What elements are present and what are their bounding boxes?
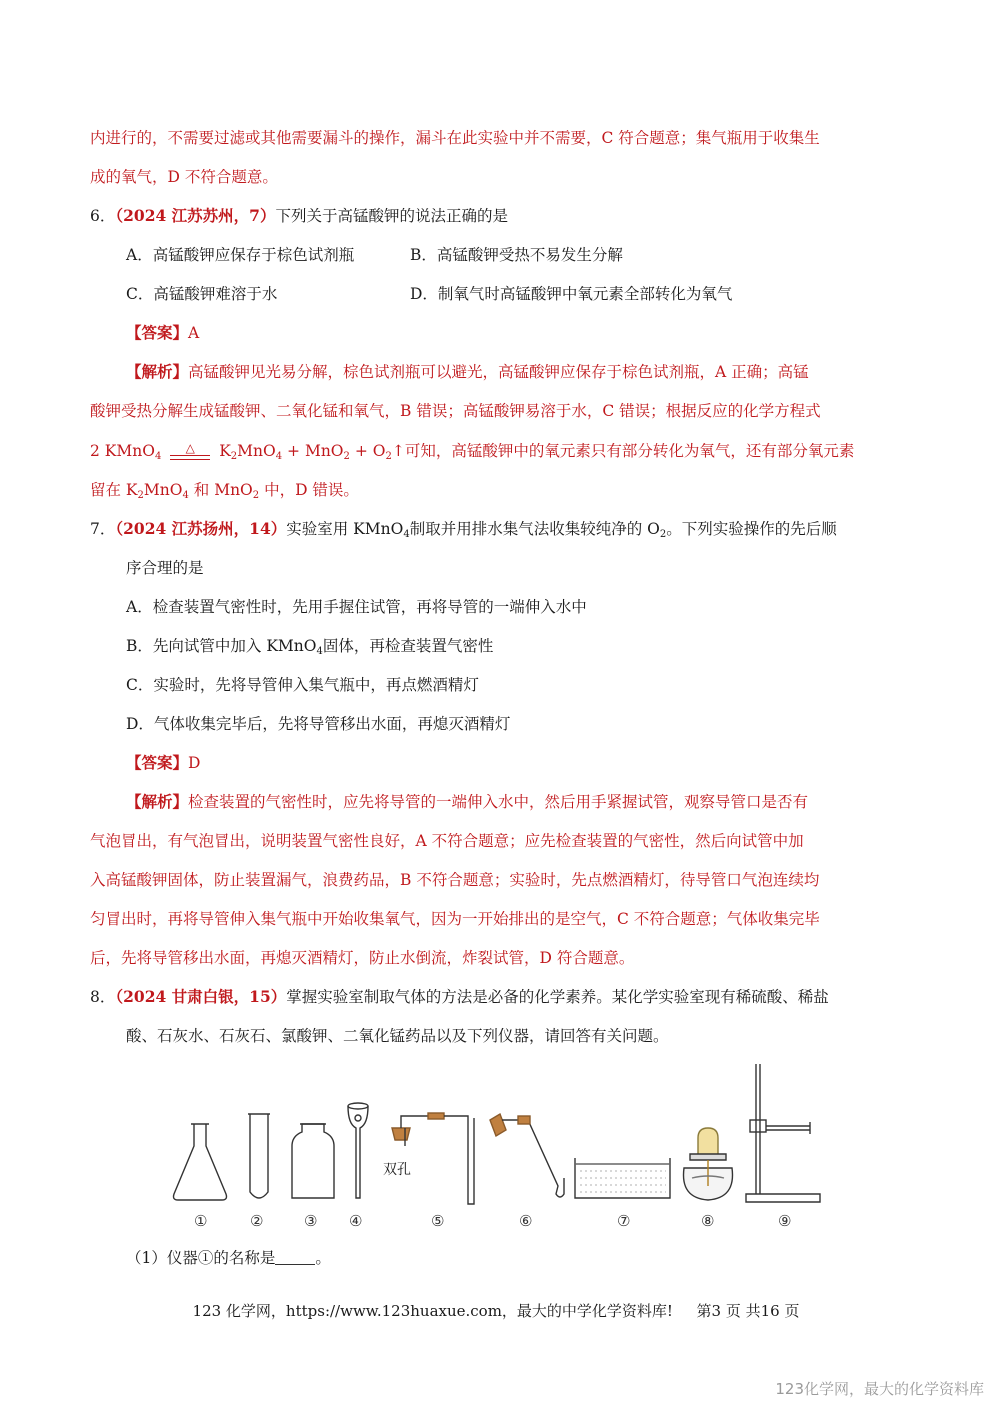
eq-sub: 4 [275,451,283,462]
q6-analysis-line2: 酸钾受热分解生成锰酸钾、二氧化锰和氧气，B 错误；高锰酸钾易溶于水，C 错误；根据反应的化学方程式 [90,402,821,420]
q8-subquestion-1 [126,1248,331,1268]
footer-text: 123 化学网，https://www.123huaxue.com，最大的中学化学资料库! [192,1302,673,1320]
apparatus-label-4: ④ [349,1212,363,1230]
q8-sub1-end: 。 [315,1249,331,1267]
eq-sub: 4 [154,451,162,462]
q6-stem [90,206,508,226]
q6-option-c: C．高锰酸钾难溶于水 [126,285,278,303]
eq-product-3: + O [354,442,386,460]
sub: 4 [403,529,410,540]
q7-analysis-line1 [126,792,808,812]
heat-symbol: △ [185,441,195,455]
q7-stem-b: 制取并用排水集气法收集较纯净的 O [409,520,660,538]
eq-sub: 2 [230,451,238,462]
eq-product-1b: MnO [237,442,276,460]
apparatus-label-9: ⑨ [778,1212,792,1230]
q6-answer-value: A [188,324,200,342]
q6-answer-label: 【答案】 [126,323,189,342]
q7-stem-a: 实验室用 KMnO [286,520,404,538]
alcohol-lamp-icon [684,1128,733,1200]
answer-blank[interactable] [275,1250,315,1265]
apparatus-label-8: ⑧ [701,1212,715,1230]
gas-collecting-bottle-icon [292,1124,334,1198]
q8-sub1-circle: ① [197,1249,214,1267]
q7-stem-line2: 序合理的是 [126,559,204,577]
q7-optb-a: B．先向试管中加入 KMnO [126,637,317,655]
q8-stem1: 掌握实验室制取气体的方法是必备的化学素养。某化学实验室现有稀硫酸、稀盐 [286,988,829,1006]
prev-analysis-line1: 内进行的，不需要过滤或其他需要漏斗的操作，漏斗在此实验中并不需要，C 符合题意；集气瓶用于收集生 [90,129,820,147]
eq-reactant: 2 KMnO [90,442,155,460]
q6-analysis-line4 [90,480,359,500]
q6-number: 6． [90,207,116,225]
eq-sub: 2 [343,451,350,462]
q8-stem-line2: 酸、石灰水、石灰石、氯酸钾、二氧化锰药品以及下列仪器，请回答有关问题。 [126,1027,669,1045]
eq-product-2: + MnO [287,442,344,460]
q8-stem [90,987,829,1007]
double-hole-label: 双孔 [383,1162,411,1178]
q7-option-c: C．实验时，先将导管伸入集气瓶中，再点燃酒精灯 [126,676,479,694]
q6-analysis4-c: 和 MnO [193,481,253,499]
q7-answer-label: 【答案】 [126,753,189,772]
q6-analysis-line1 [126,362,809,382]
q8-sub1-text: 的名称是 [213,1249,276,1267]
apparatus-figure [160,1058,840,1208]
q7-number: 7． [90,520,116,538]
q8-number: 8． [90,988,116,1006]
apparatus-label-6: ⑥ [519,1212,533,1230]
q7-analysis-line3: 入高锰酸钾固体，防止装置漏气，浪费药品，B 不符合题意；实验时，先点燃酒精灯，待导管口气泡连续均 [90,871,820,889]
q7-answer-value: D [188,754,201,772]
q7-option-b [126,636,493,656]
test-tube-icon [248,1114,270,1198]
q7-option-a: A．检查装置气密性时，先用手握住试管，再将导管的一端伸入水中 [126,598,587,616]
double-hole-stopper-icon [392,1113,474,1204]
apparatus-label-5: ⑤ [431,1212,445,1230]
apparatus-label-7: ⑦ [617,1212,631,1230]
q6-analysis4-d: 中，D 错误。 [264,481,359,499]
q7-analysis-label: 【解析】 [126,792,189,811]
q6-analysis4-a: 留在 K [90,481,138,499]
water-trough-icon [575,1158,670,1198]
heat-equals-sign [166,443,214,460]
q7-analysis-text1: 检查装置的气密性时，应先将导管的一端伸入水中，然后用手紧握试管，观察导管口是否有 [188,793,809,811]
q6-analysis4-b: MnO [143,481,183,499]
q6-analysis-label: 【解析】 [126,362,189,381]
double-line [170,455,210,460]
q7-analysis-line4: 匀冒出时，再将导管伸入集气瓶中开始收集氧气，因为一开始排出的是空气，C 不符合题意；气体收集完毕 [90,910,820,928]
q7-answer [126,753,200,773]
sub: 2 [252,490,260,501]
q6-option-b: B．高锰酸钾受热不易发生分解 [410,246,623,264]
sub: 4 [316,646,323,657]
q6-source: （2024 江苏苏州，7） [115,206,276,225]
iron-stand-icon [746,1064,820,1202]
q7-analysis-line5: 后，先将导管移出水面，再熄灭酒精灯，防止水倒流，炸裂试管，D 符合题意。 [90,949,635,967]
q7-stem [90,519,837,539]
page-footer [0,1300,992,1321]
eq-product-1a: K [219,442,231,460]
single-hole-stopper-icon [490,1114,564,1197]
sub: 2 [659,529,667,540]
sub: 4 [182,490,189,501]
eq-tail: ↑可知，高锰酸钾中的氧元素只有部分转化为氧气，还有部分氧元素 [391,442,855,460]
prev-analysis-line2: 成的氧气，D 不符合题意。 [90,168,278,186]
q6-option-d: D．制氧气时高锰酸钾中氧元素全部转化为氧气 [410,285,733,303]
apparatus-label-1: ① [194,1212,208,1230]
q7-option-d: D．气体收集完毕后，先将导管移出水面，再熄灭酒精灯 [126,715,511,733]
sub: 2 [137,490,144,501]
q8-source: （2024 甘肃白银，15） [115,987,287,1006]
erlenmeyer-flask-icon [174,1124,227,1200]
watermark: 123化学网，最大的化学资料库 [775,1380,984,1398]
q8-sub1-prefix: （1）仪器 [126,1249,198,1267]
q7-source: （2024 江苏扬州，14） [115,519,287,538]
q6-stem-text: 下列关于高锰酸钾的说法正确的是 [275,207,508,225]
q7-stem-c: 。下列实验操作的先后顺 [666,520,837,538]
q7-analysis-line2: 气泡冒出，有气泡冒出，说明装置气密性良好，A 不符合题意；应先检查装置的气密性，然后向试管中加 [90,832,804,850]
apparatus-label-3: ③ [304,1212,318,1230]
q6-analysis-text1: 高锰酸钾见光易分解，棕色试剂瓶可以避光，高锰酸钾应保存于棕色试剂瓶，A 正确；高锰 [188,363,809,381]
q6-answer [126,323,199,343]
eq-sub: 2 [385,451,392,462]
q6-option-a: A．高锰酸钾应保存于棕色试剂瓶 [126,246,355,264]
apparatus-label-2: ② [250,1212,264,1230]
long-neck-funnel-icon [348,1103,368,1198]
page-number: 第3 页 共16 页 [696,1302,800,1320]
q7-optb-b: 固体，再检查装置气密性 [322,637,494,655]
q6-equation-line [90,441,854,464]
